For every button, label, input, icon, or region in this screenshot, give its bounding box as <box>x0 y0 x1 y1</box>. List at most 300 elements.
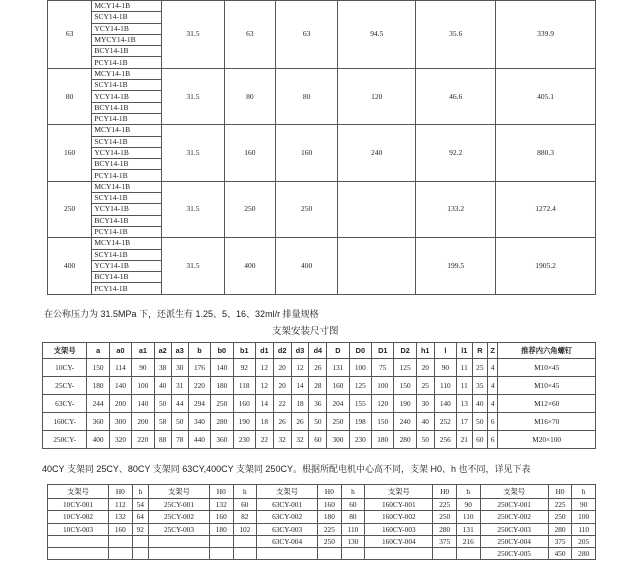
table-cell: 180 <box>211 377 233 395</box>
table-cell: 50 <box>171 413 188 431</box>
table-cell: 244 <box>87 395 109 413</box>
table-cell: 150 <box>372 413 394 431</box>
spec-cell: 31.5 <box>162 238 225 294</box>
table-cell: 160 <box>318 499 342 511</box>
column-header: D2 <box>394 343 416 359</box>
table-cell: 190 <box>394 395 416 413</box>
table-cell: 140 <box>434 395 456 413</box>
table-cell: 82 <box>233 511 257 523</box>
table-cell: 25CY- <box>43 377 87 395</box>
table-cell: 32 <box>291 431 309 449</box>
table-cell: 14 <box>255 395 273 413</box>
column-header: h <box>572 485 596 499</box>
table-cell: 200 <box>109 395 131 413</box>
table-cell: 18 <box>255 413 273 431</box>
table-cell: 12 <box>291 359 309 377</box>
column-header: 推荐内六角螺钉 <box>498 343 596 359</box>
table-cell: 60 <box>472 431 488 449</box>
table-cell: 150 <box>87 359 109 377</box>
table-cell: 30 <box>416 395 434 413</box>
table-cell: 100 <box>132 377 154 395</box>
bracket-note: 40CY 支架同 25CY、80CY 支架同 63CY,400CY 支架同 250CY。根据所配电机中心高不同，支架 H0、h 也不同，详见下表 <box>42 464 531 474</box>
table-cell: 132 <box>210 499 234 511</box>
table-cell: 250 <box>318 535 342 547</box>
model-cell: PCY14-1B <box>92 283 162 294</box>
column-header: l <box>434 343 456 359</box>
table-cell <box>365 548 433 560</box>
spec-cell: 80 <box>275 68 338 124</box>
column-header: 支架号 <box>148 485 209 499</box>
table-cell: 250 <box>211 395 233 413</box>
table-cell: 50 <box>472 413 488 431</box>
table-cell: 400 <box>87 431 109 449</box>
table-cell: 180 <box>87 377 109 395</box>
spec-cell: 120 <box>338 68 416 124</box>
model-cell: BCY14-1B <box>92 215 162 226</box>
table-cell: 30 <box>171 359 188 377</box>
model-cell: SCY14-1B <box>92 136 162 147</box>
model-cell: YCY14-1B <box>92 204 162 215</box>
table-cell: 220 <box>188 377 210 395</box>
table-cell: 190 <box>233 413 255 431</box>
table-row <box>48 511 596 523</box>
table-cell: 10CY-002 <box>48 511 109 523</box>
table-cell: 58 <box>154 413 171 431</box>
table-cell: 131 <box>456 523 480 535</box>
table-cell: 160 <box>327 377 349 395</box>
table-cell: 112 <box>109 499 133 511</box>
table-cell: 4 <box>488 359 498 377</box>
column-header: D0 <box>349 343 371 359</box>
size-cell: 63 <box>48 1 92 69</box>
table-row <box>48 548 596 560</box>
model-cell: MCY14-1B <box>92 238 162 249</box>
model-cell: BCY14-1B <box>92 159 162 170</box>
table-cell: 90 <box>132 359 154 377</box>
spec-cell: 400 <box>224 238 275 294</box>
spec-cell: 880.3 <box>496 125 596 181</box>
table-cell: 180 <box>210 523 234 535</box>
model-cell: MCY14-1B <box>92 181 162 192</box>
table-cell: 198 <box>349 413 371 431</box>
table-cell: 140 <box>109 377 131 395</box>
bracket-table-title: 支架安装尺寸图 <box>272 326 339 337</box>
table-cell: 240 <box>394 413 416 431</box>
table-cell: M20×100 <box>498 431 596 449</box>
model-cell: PCY14-1B <box>92 113 162 124</box>
table-cell: 225 <box>318 523 342 535</box>
column-header: H0 <box>433 485 457 499</box>
column-header: a1 <box>132 343 154 359</box>
table-cell: 280 <box>394 431 416 449</box>
table-cell: 50 <box>416 431 434 449</box>
table-cell: 110 <box>341 523 365 535</box>
table-cell: 110 <box>572 523 596 535</box>
column-header: b1 <box>233 343 255 359</box>
model-cell: MCY14-1B <box>92 125 162 136</box>
table-cell: 10CY- <box>43 359 87 377</box>
table-cell: 25 <box>416 377 434 395</box>
spec-cell: 1905.2 <box>496 238 596 294</box>
column-header: d4 <box>309 343 327 359</box>
spec-cell: 31.5 <box>162 68 225 124</box>
table-row <box>43 431 596 449</box>
table-row <box>48 125 596 136</box>
table-cell: 155 <box>349 395 371 413</box>
table-cell: 63CY-003 <box>257 523 318 535</box>
table-cell: 160 <box>233 395 255 413</box>
table-cell: 40 <box>416 413 434 431</box>
spec-cell: 31.5 <box>162 125 225 181</box>
table-cell: 320 <box>109 431 131 449</box>
size-cell: 250 <box>48 181 92 237</box>
table-cell: 125 <box>349 377 371 395</box>
table-cell: 216 <box>456 535 480 547</box>
table-cell: 118 <box>233 377 255 395</box>
size-cell: 400 <box>48 238 92 294</box>
column-header: a2 <box>154 343 171 359</box>
table-cell: 131 <box>327 359 349 377</box>
size-cell: 160 <box>48 125 92 181</box>
table-cell: 200 <box>132 413 154 431</box>
table-cell: 40 <box>154 377 171 395</box>
table-cell: 78 <box>171 431 188 449</box>
table-row <box>48 181 596 192</box>
table-cell <box>210 535 234 547</box>
table-cell: 160CY-003 <box>365 523 433 535</box>
table-cell: 230 <box>233 431 255 449</box>
table-cell: 22 <box>273 395 291 413</box>
table-cell: 375 <box>433 535 457 547</box>
spec-cell: 31.5 <box>162 1 225 69</box>
table-cell: 54 <box>132 499 148 511</box>
table-cell: 25CY-001 <box>148 499 209 511</box>
spec-cell: 1272.4 <box>496 181 596 237</box>
model-cell: BCY14-1B <box>92 46 162 57</box>
table-cell: 250CY-004 <box>480 535 548 547</box>
table-cell: 10CY-001 <box>48 499 109 511</box>
column-header: h <box>233 485 257 499</box>
model-cell: BCY14-1B <box>92 102 162 113</box>
table-cell: M10×45 <box>498 377 596 395</box>
model-cell: MCY14-1B <box>92 1 162 12</box>
table-cell: 20 <box>416 359 434 377</box>
table-cell: 225 <box>433 499 457 511</box>
spec-cell: 339.9 <box>496 1 596 69</box>
table-cell: 25 <box>472 359 488 377</box>
table-cell: 250 <box>548 511 572 523</box>
table-cell: 20 <box>273 359 291 377</box>
table-cell: M10×45 <box>498 359 596 377</box>
table-cell: 120 <box>372 395 394 413</box>
column-header: 支架号 <box>480 485 548 499</box>
spec-cell <box>338 238 416 294</box>
table-cell: 340 <box>188 413 210 431</box>
table-cell <box>48 548 109 560</box>
table-cell: 14 <box>291 377 309 395</box>
table-cell: 300 <box>109 413 131 431</box>
spec-cell: 31.5 <box>162 181 225 237</box>
table-cell: 250CY-002 <box>480 511 548 523</box>
spec-cell: 405.1 <box>496 68 596 124</box>
model-cell: MYCY14-1B <box>92 34 162 45</box>
table-cell <box>433 548 457 560</box>
model-cell: YCY14-1B <box>92 260 162 271</box>
table-row <box>48 238 596 249</box>
column-header: d2 <box>273 343 291 359</box>
table-cell: 25CY-002 <box>148 511 209 523</box>
table-cell: 26 <box>273 413 291 431</box>
column-header: 支架号 <box>257 485 318 499</box>
table-cell: 250CY- <box>43 431 87 449</box>
table-cell <box>48 535 109 547</box>
model-cell: SCY14-1B <box>92 12 162 23</box>
model-cell: SCY14-1B <box>92 193 162 204</box>
table-cell: 132 <box>109 511 133 523</box>
table-cell <box>318 548 342 560</box>
model-cell: PCY14-1B <box>92 226 162 237</box>
table-cell: 160 <box>210 511 234 523</box>
model-cell: PCY14-1B <box>92 57 162 68</box>
column-header: h <box>456 485 480 499</box>
table-cell: 63CY- <box>43 395 87 413</box>
table-cell: 160CY-001 <box>365 499 433 511</box>
model-cell: YCY14-1B <box>92 91 162 102</box>
column-header: H0 <box>210 485 234 499</box>
column-header: H0 <box>109 485 133 499</box>
spec-cell: 94.5 <box>338 1 416 69</box>
column-header: l1 <box>457 343 473 359</box>
table-cell: 250CY-003 <box>480 523 548 535</box>
column-header: 支架号 <box>48 485 109 499</box>
column-header: h <box>132 485 148 499</box>
column-header: b0 <box>211 343 233 359</box>
table-cell: 26 <box>309 359 327 377</box>
table-cell: 92 <box>233 359 255 377</box>
table-cell: 100 <box>572 511 596 523</box>
table-cell: 220 <box>132 431 154 449</box>
spec-cell: 160 <box>224 125 275 181</box>
column-header: 支架号 <box>365 485 433 499</box>
table-cell: 160CY- <box>43 413 87 431</box>
table-cell <box>148 548 209 560</box>
model-cell: BCY14-1B <box>92 272 162 283</box>
table-cell: 160 <box>109 523 133 535</box>
table-row <box>43 359 596 377</box>
spec-cell: 35.6 <box>416 1 496 69</box>
table-cell: 20 <box>273 377 291 395</box>
table-cell <box>341 548 365 560</box>
column-header: H0 <box>318 485 342 499</box>
column-header: d1 <box>255 343 273 359</box>
table-cell: 280 <box>548 523 572 535</box>
column-header: 支架号 <box>43 343 87 359</box>
spec-cell: 63 <box>275 1 338 69</box>
table-cell: 160CY-004 <box>365 535 433 547</box>
table-cell: 150 <box>394 377 416 395</box>
table-cell: 280 <box>433 523 457 535</box>
table-cell: 110 <box>434 377 456 395</box>
table-cell: 280 <box>572 548 596 560</box>
table-cell: 250CY-005 <box>480 548 548 560</box>
table-cell: 230 <box>349 431 371 449</box>
table-cell: 25CY-003 <box>148 523 209 535</box>
spec-cell: 400 <box>275 238 338 294</box>
table-cell <box>257 548 318 560</box>
model-cell: YCY14-1B <box>92 23 162 34</box>
spec-cell: 63 <box>224 1 275 69</box>
table-cell: 160CY-002 <box>365 511 433 523</box>
table-cell: 50 <box>154 395 171 413</box>
model-cell: SCY14-1B <box>92 249 162 260</box>
spec-cell: 92.2 <box>416 125 496 181</box>
table-cell: M12×60 <box>498 395 596 413</box>
table-cell: 450 <box>548 548 572 560</box>
table-cell: 250 <box>327 413 349 431</box>
table-cell: 60 <box>341 499 365 511</box>
table-cell: 90 <box>456 499 480 511</box>
table-cell: 63CY-004 <box>257 535 318 547</box>
table-cell <box>456 548 480 560</box>
table-cell: 250 <box>433 511 457 523</box>
table-cell: 22 <box>255 431 273 449</box>
table-cell: 256 <box>434 431 456 449</box>
table-cell: 64 <box>132 511 148 523</box>
column-header: Z <box>488 343 498 359</box>
table-cell: 6 <box>488 431 498 449</box>
column-header: a0 <box>109 343 131 359</box>
table-cell: 28 <box>309 377 327 395</box>
table-row <box>43 395 596 413</box>
table-cell: 40 <box>472 395 488 413</box>
table-cell: 225 <box>548 499 572 511</box>
table-cell <box>210 548 234 560</box>
table-cell: 130 <box>341 535 365 547</box>
table-cell: 90 <box>572 499 596 511</box>
column-header: h1 <box>416 343 434 359</box>
table-row <box>48 535 596 547</box>
table-cell: 13 <box>457 395 473 413</box>
table-row <box>43 377 596 395</box>
table-cell: 63CY-002 <box>257 511 318 523</box>
table-cell: 100 <box>372 377 394 395</box>
spec-cell: 46.6 <box>416 68 496 124</box>
spec-cell: 250 <box>275 181 338 237</box>
table-cell: 204 <box>327 395 349 413</box>
table-cell: 10CY-003 <box>48 523 109 535</box>
bracket-dimension-table <box>42 342 596 449</box>
column-header: D1 <box>372 343 394 359</box>
table-row <box>48 499 596 511</box>
table-cell: 140 <box>132 395 154 413</box>
model-cell: PCY14-1B <box>92 170 162 181</box>
table-cell <box>109 535 133 547</box>
spec-cell: 250 <box>224 181 275 237</box>
displacement-note: 在公称压力为 31.5MPa 下，还派生有 1.25、5、16、32ml/r 排量规格 <box>44 309 319 319</box>
table-cell: 60 <box>309 431 327 449</box>
table-cell: 360 <box>87 413 109 431</box>
table-cell: 205 <box>572 535 596 547</box>
spec-cell: 240 <box>338 125 416 181</box>
table-cell: 12 <box>255 377 273 395</box>
column-header: d3 <box>291 343 309 359</box>
table-cell: 300 <box>327 431 349 449</box>
table-cell: 11 <box>457 359 473 377</box>
table-cell <box>132 548 148 560</box>
table-cell: 44 <box>171 395 188 413</box>
table-cell: 90 <box>434 359 456 377</box>
table-cell: 140 <box>211 359 233 377</box>
table-cell: 250CY-001 <box>480 499 548 511</box>
table-cell: 180 <box>372 431 394 449</box>
table-cell: 35 <box>472 377 488 395</box>
table-cell: 26 <box>291 413 309 431</box>
table-cell: 12 <box>255 359 273 377</box>
table-cell <box>233 548 257 560</box>
model-cell: SCY14-1B <box>92 80 162 91</box>
column-header: a3 <box>171 343 188 359</box>
table-cell: 100 <box>349 359 371 377</box>
table-cell: 17 <box>457 413 473 431</box>
table-cell: 31 <box>171 377 188 395</box>
table-cell: 114 <box>109 359 131 377</box>
column-header: H0 <box>548 485 572 499</box>
spec-cell: 160 <box>275 125 338 181</box>
spec-cell: 199.5 <box>416 238 496 294</box>
table-cell: 4 <box>488 395 498 413</box>
table-cell: 280 <box>211 413 233 431</box>
table-cell: 36 <box>309 395 327 413</box>
table-cell: 88 <box>154 431 171 449</box>
pump-spec-table <box>47 0 596 295</box>
bracket-height-table <box>47 484 596 560</box>
table-cell: 4 <box>488 377 498 395</box>
table-cell: 60 <box>233 499 257 511</box>
spec-cell <box>338 181 416 237</box>
table-cell: 110 <box>456 511 480 523</box>
column-header: R <box>472 343 488 359</box>
table-cell: 21 <box>457 431 473 449</box>
table-cell: 294 <box>188 395 210 413</box>
column-header: b <box>188 343 210 359</box>
table-cell: 63CY-001 <box>257 499 318 511</box>
column-header: a <box>87 343 109 359</box>
table-row <box>43 413 596 431</box>
table-cell: 92 <box>132 523 148 535</box>
spec-cell: 133.2 <box>416 181 496 237</box>
table-row <box>48 68 596 79</box>
table-cell: 38 <box>154 359 171 377</box>
table-cell: 6 <box>488 413 498 431</box>
table-cell: 360 <box>211 431 233 449</box>
table-cell: 50 <box>309 413 327 431</box>
model-cell: MCY14-1B <box>92 68 162 79</box>
table-cell: 375 <box>548 535 572 547</box>
table-cell: 440 <box>188 431 210 449</box>
table-cell: 80 <box>341 511 365 523</box>
table-cell <box>233 535 257 547</box>
table-cell: 18 <box>291 395 309 413</box>
table-cell: 252 <box>434 413 456 431</box>
table-cell: 102 <box>233 523 257 535</box>
table-cell: 11 <box>457 377 473 395</box>
table-cell: 75 <box>372 359 394 377</box>
table-cell <box>132 535 148 547</box>
table-row <box>48 523 596 535</box>
model-cell: YCY14-1B <box>92 147 162 158</box>
table-cell <box>109 548 133 560</box>
table-cell: 176 <box>188 359 210 377</box>
